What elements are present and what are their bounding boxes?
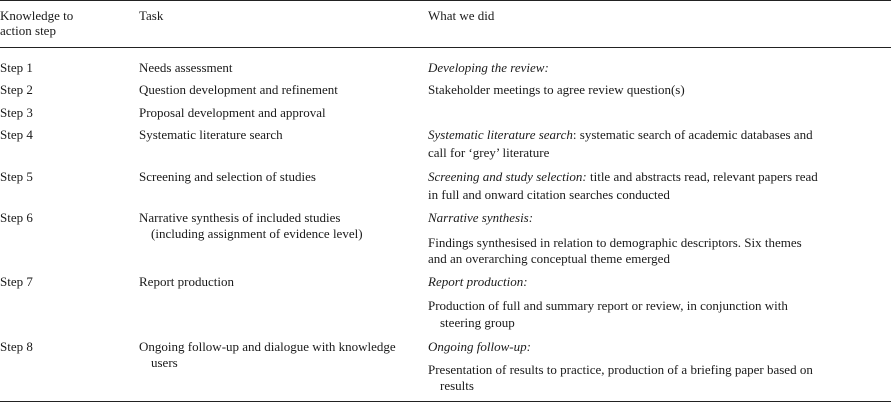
header-rule bbox=[0, 47, 891, 48]
row-what-4-rest: : systematic search of academic databases and bbox=[572, 127, 813, 142]
row-step-6: Step 6 bbox=[0, 210, 33, 225]
row-task-1: Needs assessment bbox=[139, 60, 233, 75]
row-step-4: Step 4 bbox=[0, 127, 33, 142]
row-what-8-line-1: Presentation of results to practice, production of a briefing paper based on bbox=[428, 362, 813, 377]
row-what-7-heading: Report production: bbox=[428, 274, 528, 289]
top-rule bbox=[0, 0, 891, 1]
row-what-4-lead: Systematic literature search bbox=[428, 127, 573, 142]
row-what-6-line-1: Findings synthesised in relation to demographic descriptors. Six themes bbox=[428, 235, 802, 250]
header-step-line-1: Knowledge to bbox=[0, 8, 74, 23]
row-what-5-rest: title and abstracts read, relevant papers read bbox=[586, 169, 818, 184]
row-task-4: Systematic literature search bbox=[139, 127, 283, 142]
row-what-6-heading: Narrative synthesis: bbox=[428, 210, 534, 225]
header-step-line-2: action step bbox=[0, 23, 56, 38]
row-task-5: Screening and selection of studies bbox=[139, 169, 316, 184]
header-what-we-did: What we did bbox=[428, 8, 495, 23]
row-task-3: Proposal development and approval bbox=[139, 105, 326, 120]
row-what-5-lead: Screening and study selection: bbox=[428, 169, 587, 184]
row-what-4-line-2: call for ‘grey’ literature bbox=[428, 145, 550, 160]
row-task-8-line-2: users bbox=[151, 355, 178, 370]
row-task-6-line-2: (including assignment of evidence level) bbox=[151, 226, 363, 241]
row-step-8: Step 8 bbox=[0, 339, 33, 354]
row-task-6-line-1: Narrative synthesis of included studies bbox=[139, 210, 341, 225]
row-step-2: Step 2 bbox=[0, 82, 33, 97]
row-step-7: Step 7 bbox=[0, 274, 33, 289]
row-task-2: Question development and refinement bbox=[139, 82, 338, 97]
row-what-1: Developing the review: bbox=[428, 60, 549, 75]
bottom-rule bbox=[0, 401, 891, 402]
row-task-7: Report production bbox=[139, 274, 234, 289]
row-step-3: Step 3 bbox=[0, 105, 33, 120]
row-what-4-line-1 bbox=[428, 127, 813, 142]
row-what-7-line-1: Production of full and summary report or review, in conjunction with bbox=[428, 298, 788, 313]
row-step-5: Step 5 bbox=[0, 169, 33, 184]
row-task-8-line-1: Ongoing follow-up and dialogue with knowledge bbox=[139, 339, 396, 354]
row-what-8-line-2: results bbox=[440, 378, 474, 393]
row-what-5-line-1 bbox=[428, 169, 818, 184]
row-what-5-line-2: in full and onward citation searches conducted bbox=[428, 187, 670, 202]
row-what-2: Stakeholder meetings to agree review question(s) bbox=[428, 82, 685, 97]
row-step-1: Step 1 bbox=[0, 60, 33, 75]
header-task: Task bbox=[139, 8, 164, 23]
row-what-7-line-2: steering group bbox=[440, 315, 515, 330]
row-what-8-heading: Ongoing follow-up: bbox=[428, 339, 531, 354]
row-what-6-line-2: and an overarching conceptual theme emerged bbox=[428, 251, 670, 266]
